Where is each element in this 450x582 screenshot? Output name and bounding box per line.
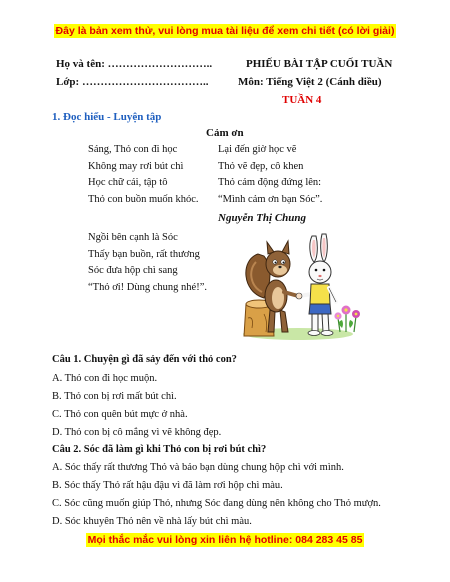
poem-title: Cảm ơn <box>206 127 244 139</box>
poem-line: Thỏ cảm động đứng lên: <box>218 177 322 188</box>
subject-title: Môn: Tiếng Việt 2 (Cánh diều) <box>238 76 382 88</box>
hotline-footer <box>0 534 450 546</box>
question-2: Câu 2. Sóc đã làm gì khi Thỏ con bị rơi bút chì? <box>52 444 267 455</box>
question-1: Câu 1. Chuyện gì đã sảy đến với thỏ con? <box>52 354 237 365</box>
poem-stanza-1 <box>88 142 199 208</box>
preview-banner <box>0 25 450 37</box>
question-2-option-a[interactable]: A. Sóc thấy rất thương Thỏ và bảo bạn dùng chung hộp chì với mình. <box>52 462 344 473</box>
poem-stanza-3 <box>88 230 207 296</box>
squirrel-rabbit-illustration <box>238 232 368 344</box>
class-field-label: Lớp: …………………………….. <box>56 76 209 88</box>
question-2-option-c[interactable]: C. Sóc cũng muốn giúp Thỏ, nhưng Sóc đang dùng nên không cho Thỏ mượn. <box>52 498 381 509</box>
poem-line: Ngồi bên cạnh là Sóc <box>88 232 178 243</box>
poem-line: Học chữ cái, tập tô <box>88 177 168 188</box>
poem-line: Lại đến giờ học vẽ <box>218 144 297 155</box>
poem-line: “Mình cảm ơn bạn Sóc”. <box>218 193 323 205</box>
section-title: 1. Đọc hiểu - Luyện tập <box>52 111 162 123</box>
question-1-option-c[interactable]: C. Thỏ con quên bút mực ở nhà. <box>52 409 188 420</box>
question-2-option-d[interactable]: D. Sóc khuyên Thỏ nên về nhà lấy bút chì màu. <box>52 516 252 527</box>
poem-stanza-2 <box>218 142 322 208</box>
question-1-option-b[interactable]: B. Thỏ con bị rơi mất bút chì. <box>52 391 177 402</box>
name-field-label: Họ và tên: ……………………….. <box>56 58 213 70</box>
poem-line: Sáng, Thỏ con đi học <box>88 144 178 155</box>
poem-line: “Thỏ ơi! Dùng chung nhé!”. <box>88 281 207 293</box>
preview-banner-text: Đây là bản xem thử, vui lòng mua tài liệu để xem chi tiết (có lời giải) <box>55 25 395 37</box>
sheet-title: PHIẾU BÀI TẬP CUỐI TUẦN <box>246 58 393 70</box>
week-label: TUẦN 4 <box>282 94 322 106</box>
question-1-option-d[interactable]: D. Thỏ con bị cô mắng vì vẽ không đẹp. <box>52 427 222 438</box>
poem-line: Sóc đưa hộp chì sang <box>88 265 178 276</box>
poem-line: Thỏ con buồn muốn khóc. <box>88 193 199 205</box>
poem-line: Không may rơi bút chì <box>88 160 184 172</box>
hotline-footer-text: Mọi thắc mắc vui lòng xin liên hệ hotline: 084 283 45 85 <box>87 534 363 546</box>
question-2-option-b[interactable]: B. Sóc thấy Thỏ rất hậu đậu vì đã làm rơi hộp chì màu. <box>52 480 283 491</box>
poem-author: Nguyễn Thị Chung <box>218 212 307 224</box>
poem-line: Thỏ vẽ đẹp, cô khen <box>218 160 304 172</box>
poem-line: Thấy bạn buồn, rất thương <box>88 248 200 260</box>
question-1-option-a[interactable]: A. Thỏ con đi học muộn. <box>52 373 158 384</box>
